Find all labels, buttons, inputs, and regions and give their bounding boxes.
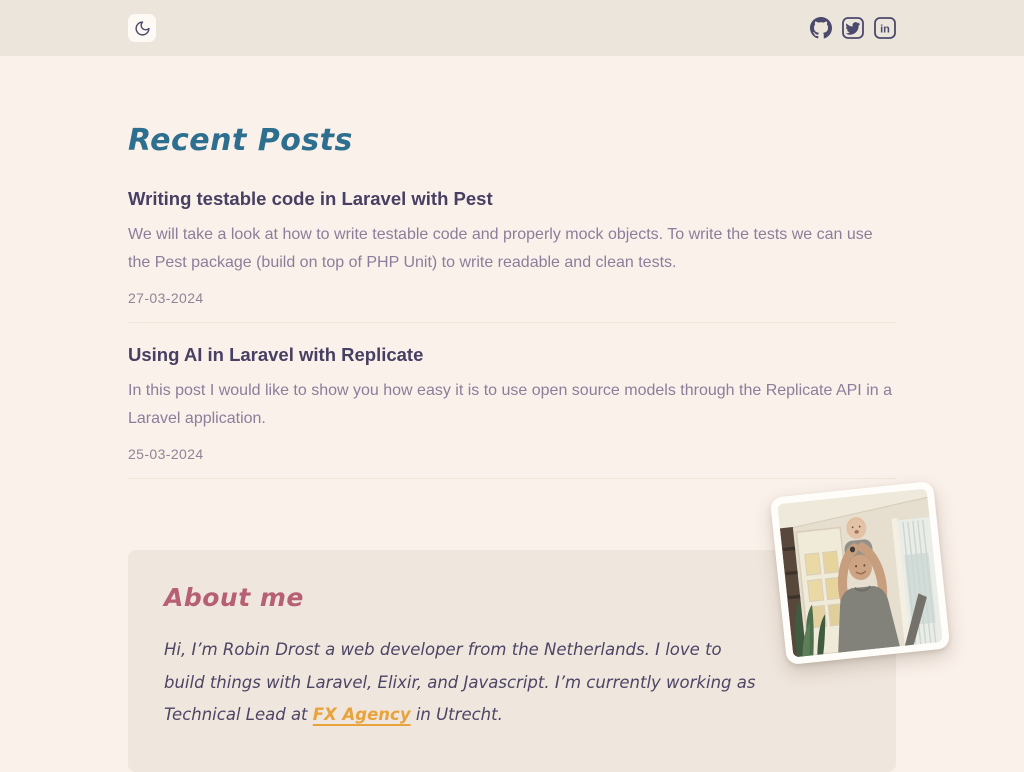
linkedin-icon <box>874 17 896 39</box>
post-item <box>128 188 896 306</box>
twitter-icon <box>842 17 864 39</box>
post-item <box>128 344 896 462</box>
divider <box>128 322 896 323</box>
about-text-before: Hi, I’m Robin Drost a web developer from the Netherlands. I love to build things with Laravel, Elixir, and Javascript. I’m currently working as Technical Lead at <box>164 640 756 724</box>
about-text <box>164 634 764 732</box>
post-excerpt: We will take a look at how to write testable code and properly mock objects. To write the tests we can use the Pest package (build on top of PHP Unit) to write readable and clean tests. <box>128 226 873 271</box>
post-date: 25-03-2024 <box>128 446 204 462</box>
moon-icon <box>134 20 151 37</box>
post-date: 27-03-2024 <box>128 290 204 306</box>
svg-text:in: in <box>880 23 890 36</box>
fx-agency-link[interactable]: FX Agency <box>312 705 411 724</box>
twitter-link[interactable] <box>842 17 864 39</box>
post-title[interactable]: Writing testable code in Laravel with Pest <box>128 188 493 209</box>
post-title[interactable]: Using AI in Laravel with Replicate <box>128 344 424 365</box>
page-title: Recent Posts <box>128 123 353 158</box>
about-title: About me <box>164 583 304 612</box>
site-header <box>0 0 1024 56</box>
social-links <box>810 17 896 39</box>
main-content <box>128 123 896 772</box>
post-excerpt: In this post I would like to show you how easy it is to use open source models through the Replicate API in a Laravel application. <box>128 382 892 427</box>
dark-mode-toggle-button[interactable] <box>128 14 156 42</box>
divider <box>128 478 896 479</box>
about-text-after: in Utrecht. <box>410 705 503 724</box>
github-icon <box>810 17 832 39</box>
github-link[interactable] <box>810 17 832 39</box>
linkedin-link[interactable] <box>874 17 896 39</box>
profile-photo <box>770 481 951 665</box>
